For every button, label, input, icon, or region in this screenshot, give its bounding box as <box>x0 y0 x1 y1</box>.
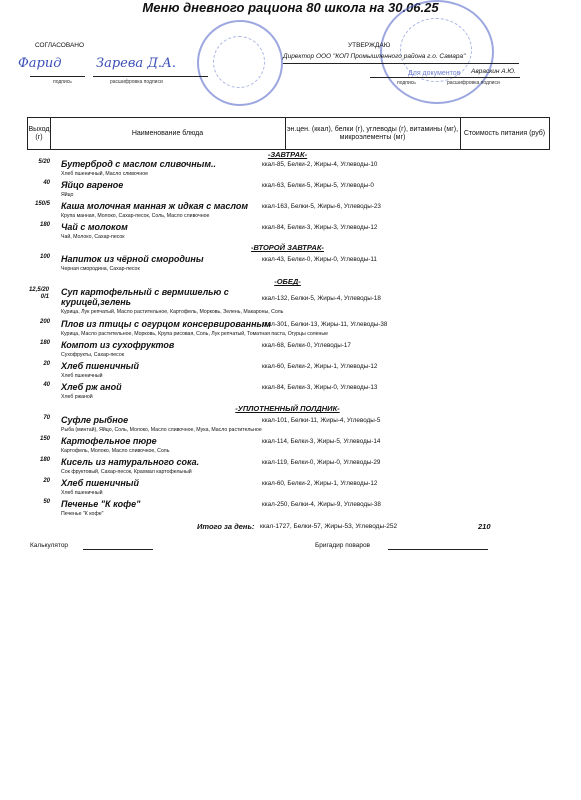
row-nutrition: ккал-132, Белки-5, Жиры-4, Углеводы-18 <box>262 295 381 302</box>
table-header <box>27 117 550 150</box>
director-name: Авраскин А.Ю. <box>471 68 516 75</box>
col-out: Выход (г) <box>28 125 50 141</box>
row-output: 40 <box>43 382 50 388</box>
row-output: 180 <box>39 457 50 463</box>
total-label: Итого за день: <box>197 522 255 531</box>
section-title: -ВТОРОЙ ЗАВТРАК- <box>251 243 324 252</box>
stamp-text: Для документов <box>408 70 461 77</box>
row-dish-name: Суфле рыбное <box>61 415 129 425</box>
decode-caption-left: расшифровка подписи <box>110 79 163 85</box>
approved-label: СОГЛАСОВАНО <box>35 42 85 49</box>
director-line <box>283 63 519 64</box>
row-dish-name: Яйцо вареное <box>61 180 124 190</box>
row-dish-name: Хлеб пшеничный <box>61 361 139 371</box>
row-nutrition: ккал-114, Белки-3, Жиры-5, Углеводы-14 <box>262 438 381 445</box>
sig-caption-left: подпись <box>53 79 72 85</box>
row-output: 180 <box>39 340 50 346</box>
row-ingredients: Сок фруктовый, Сахар-песок, Крахмал картофельный <box>61 469 192 475</box>
row-output: 70 <box>43 415 50 421</box>
calc-line <box>83 549 153 550</box>
col-name: Наименование блюда <box>131 129 204 137</box>
row-dish-name: Хлеб пшеничный <box>61 478 139 488</box>
col-cost: Стоимость питания (руб) <box>463 129 546 137</box>
row-nutrition: ккал-60, Белки-2, Жиры-1, Углеводы-12 <box>262 480 378 487</box>
school-stamp-inner <box>213 36 265 88</box>
sig-line-left <box>30 76 85 77</box>
row-nutrition: ккал-68, Белки-0, Углеводы-17 <box>262 342 351 349</box>
row-ingredients: Яйцо <box>61 192 74 198</box>
row-ingredients: Рыба (минтай), Яйцо, Соль, Молоко, Масло сливочное, Мука, Масло растительное <box>61 427 262 433</box>
row-ingredients: Курица, Масло растительное, Морковь, Крупа рисовая, Соль, Лук репчатый, Томатная паста, Огурцы соленые <box>61 331 329 337</box>
row-dish-name: Суп картофельный с вермишелью с курицей,зелень <box>61 287 229 307</box>
section-title: -ЗАВТРАК- <box>267 150 308 159</box>
total-cost: 210 <box>478 522 491 531</box>
row-output: 20 <box>43 361 50 367</box>
calc-label: Калькулятор <box>30 542 69 549</box>
col-nutrition: эн.цен. (ккал), белки (г), углеводы (г), витамины (мг), микроэлементы (мг) <box>286 125 459 141</box>
decode-caption-right: расшифровка подписи <box>447 80 500 86</box>
row-ingredients: Черная смородина, Сахар-песок <box>61 266 140 272</box>
total-nutrition: ккал-1727, Белки-57, Жиры-53, Углеводы-252 <box>260 523 398 530</box>
row-ingredients: Хлеб пшеничный <box>61 490 103 496</box>
signature-left: Фарид <box>18 56 62 71</box>
row-dish-name: Печенье "К кофе" <box>61 499 141 509</box>
row-nutrition: ккал-163, Белки-5, Жиры-6, Углеводы-23 <box>262 203 381 210</box>
row-nutrition: ккал-84, Белки-3, Жиры-3, Углеводы-12 <box>262 224 378 231</box>
row-nutrition: ккал-119, Белки-0, Жиры-0, Углеводы-29 <box>262 459 381 466</box>
row-dish-name: Картофельное пюре <box>61 436 157 446</box>
sig-line-right <box>370 77 520 78</box>
row-dish-name: Бутерброд с маслом сливочным.. <box>61 159 216 169</box>
row-nutrition: ккал-43, Белки-0, Жиры-0, Углеводы-11 <box>262 256 377 263</box>
row-dish-name: Компот из сухофруктов <box>61 340 175 350</box>
section-title: -ОБЕД- <box>274 277 301 286</box>
sig-caption-right: подпись <box>397 80 416 86</box>
row-nutrition: ккал-63, Белки-5, Жиры-5, Углеводы-0 <box>262 182 374 189</box>
row-ingredients: Сухофрукты, Сахар-песок <box>61 352 124 358</box>
row-output: 20 <box>43 478 50 484</box>
row-output: 50 <box>43 499 50 505</box>
row-nutrition: ккал-250, Белки-4, Жиры-9, Углеводы-38 <box>262 501 381 508</box>
row-ingredients: Хлеб ржаной <box>61 394 93 400</box>
row-dish-name: Каша молочная манная ж идкая с маслом <box>61 201 249 211</box>
row-nutrition: ккал-101, Белки-11, Жиры-4, Углеводы-5 <box>262 417 381 424</box>
chef-line <box>388 549 488 550</box>
row-output: 5/20 <box>38 159 50 165</box>
section-title: -УПЛОТНЕННЫЙ ПОЛДНИК- <box>235 404 340 413</box>
row-output: 150/5 <box>34 201 50 207</box>
row-nutrition: ккал-84, Белки-3, Жиры-0, Углеводы-13 <box>262 384 378 391</box>
row-nutrition: ккал-301, Белки-13, Жиры-11, Углеводы-38 <box>262 321 388 328</box>
row-dish-name: Кисель из натурального сока. <box>61 457 200 467</box>
row-ingredients: Крупа манная, Молоко, Сахар-песок, Соль, Масло сливочное <box>61 213 210 219</box>
row-nutrition: ккал-60, Белки-2, Жиры-1, Углеводы-12 <box>262 363 378 370</box>
row-ingredients: Хлеб пшеничный, Масло сливочное <box>61 171 149 177</box>
row-dish-name: Напиток из чёрной смородины <box>61 254 204 264</box>
row-output: 200 <box>39 319 50 325</box>
chef-label: Бригадир поваров <box>315 542 371 549</box>
row-output: 12,5/200/1 <box>28 287 49 300</box>
signature-mid: Зарева Д.А. <box>96 56 176 71</box>
row-ingredients: Чай, Молоко, Сахар-песок <box>61 234 125 240</box>
row-ingredients: Картофель, Молоко, Масло сливочное, Соль <box>61 448 170 454</box>
approve-label: УТВЕРЖДАЮ <box>348 42 391 49</box>
director-title: Директор ООО "КОП Промышленного района г.о. Самара" <box>283 53 466 60</box>
page-title: Меню дневного рациона 80 школа на 30.06.25 <box>142 0 439 15</box>
row-ingredients: Хлеб пшеничный <box>61 373 103 379</box>
row-dish-name: Хлеб рж аной <box>61 382 122 392</box>
row-dish-name: Чай с молоком <box>61 222 128 232</box>
row-ingredients: Курица, Лук репчатый, Масло растительное, Картофель, Морковь, Зелень, Макароны, Соль <box>61 309 284 315</box>
row-output: 40 <box>43 180 50 186</box>
row-output: 180 <box>39 222 50 228</box>
sig-line-mid <box>93 76 208 77</box>
row-nutrition: ккал-85, Белки-2, Жиры-4, Углеводы-10 <box>262 161 378 168</box>
row-ingredients: Печенье "К кофе" <box>61 511 104 517</box>
row-output: 150 <box>39 436 50 442</box>
row-dish-name: Плов из птицы с огурцом консервированным <box>61 319 271 329</box>
row-output: 100 <box>39 254 50 260</box>
